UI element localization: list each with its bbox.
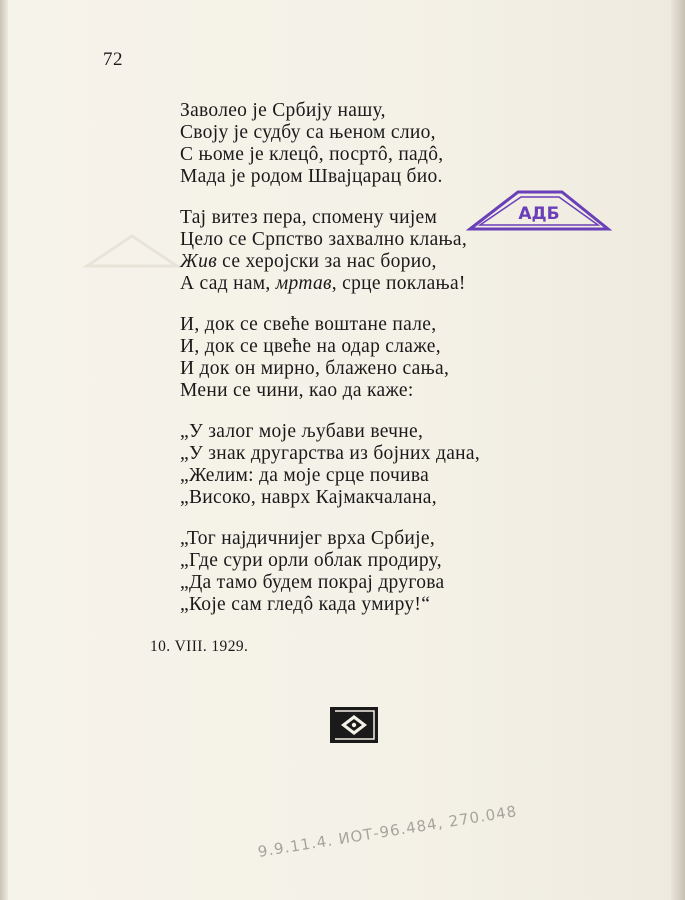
- line-text: Тај витез пера, спомену чијем: [180, 207, 438, 228]
- poem-date: 10. VIII. 1929.: [150, 638, 249, 655]
- poem-line: [180, 166, 480, 188]
- ornament-icon: [329, 706, 379, 744]
- stanza: [180, 314, 480, 402]
- line-text: , срце поклања!: [331, 273, 466, 294]
- line-text: Мада је родом Швајцарац био.: [180, 166, 443, 187]
- poem-line: [180, 229, 480, 251]
- poem-line: [180, 273, 480, 295]
- poem-line: [180, 251, 480, 273]
- bleed-through-ornament: [82, 232, 182, 268]
- line-text: се херојски за нас борио,: [216, 251, 437, 272]
- poem-line: [180, 336, 480, 358]
- line-text: И, док се свеће воштане пале,: [180, 314, 437, 335]
- library-stamp: [466, 189, 612, 231]
- stanza: [180, 207, 480, 295]
- poem-line: [180, 465, 480, 487]
- poem-line: [180, 421, 480, 443]
- poem-line: [180, 572, 480, 594]
- line-text: И док он мирно, блажено сања,: [180, 358, 450, 379]
- line-text: Заволео је Србију нашу,: [180, 100, 386, 121]
- poem-line: [180, 207, 480, 229]
- poem-line: [180, 314, 480, 336]
- left-page-edge: [0, 0, 8, 900]
- line-text: „Које сам гледô када умиру!“: [180, 594, 431, 615]
- stanza: [180, 528, 480, 616]
- poem-line: [180, 594, 480, 616]
- line-text: „У знак другарства из бојних дана,: [180, 443, 481, 464]
- right-page-edge: [671, 0, 685, 900]
- line-text: „Високо, наврх Кајмакчалана,: [180, 487, 437, 508]
- poem-line: [180, 380, 480, 402]
- line-text: „Желим: да моје срце почива: [180, 465, 430, 486]
- poem-line: [180, 144, 480, 166]
- pencil-annotation: 9.9.11.4. ИОТ-96.484, 270.048: [256, 802, 519, 861]
- stanza: [180, 421, 480, 509]
- line-text: „Где сури орли облак продиру,: [180, 550, 442, 571]
- poem-line: [180, 100, 480, 122]
- line-text: Цело се Српство захвално клања,: [180, 229, 468, 250]
- stanza: [180, 100, 480, 188]
- poem-line: [180, 358, 480, 380]
- line-text: „Да тамо будем покрај другова: [180, 572, 445, 593]
- line-text: „Тог најдичнијег врха Србије,: [180, 528, 436, 549]
- line-text: И, док се цвеће на одар слаже,: [180, 336, 441, 357]
- page-number: 72: [103, 49, 123, 70]
- emphasized-word: Жив: [180, 251, 217, 272]
- emphasized-word: мртав: [275, 273, 332, 294]
- line-text: А сад нам,: [180, 273, 276, 294]
- line-text: С њоме је клецô, посртô, падô,: [180, 144, 444, 165]
- poem-line: [180, 528, 480, 550]
- poem-line: [180, 550, 480, 572]
- line-text: „У залог моје љубави вечне,: [180, 421, 424, 442]
- poem: [180, 100, 480, 635]
- stamp-text: АДБ: [518, 204, 560, 224]
- poem-line: [180, 487, 480, 509]
- poem-line: [180, 443, 480, 465]
- line-text: Своју је судбу са њеном слио,: [180, 122, 436, 143]
- line-text: Мени се чини, као да каже:: [180, 380, 414, 401]
- poem-line: [180, 122, 480, 144]
